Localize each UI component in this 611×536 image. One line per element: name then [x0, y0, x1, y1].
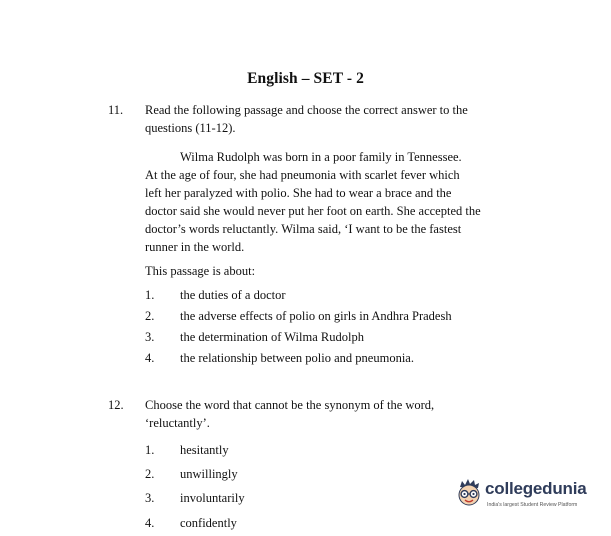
option-text: the adverse effects of polio on girls in Andhra Pradesh — [180, 309, 452, 323]
passage-line: At the age of four, she had pneumonia with scarlet fever which — [145, 168, 460, 182]
option-number: 3. — [145, 491, 155, 505]
passage-line: Wilma Rudolph was born in a poor family in Tennessee. — [180, 150, 462, 164]
option-text: confidently — [180, 516, 237, 530]
question-12-prompt-line: Choose the word that cannot be the synonym of the word, — [145, 398, 435, 412]
q11-option-2 — [145, 309, 452, 324]
collegedunia-logo — [454, 478, 604, 514]
question-11-number: 11. — [108, 103, 124, 117]
logo-brand-text: collegedunia — [485, 479, 587, 498]
passage-line: left her paralyzed with polio. She had to wear a brace and the — [145, 186, 452, 200]
q11-option-4 — [145, 351, 414, 366]
passage — [145, 148, 505, 256]
question-11-question: This passage is about: — [145, 264, 256, 278]
option-text: involuntarily — [180, 491, 245, 505]
passage-line: doctor said she would never put her foot on earth. She accepted the — [145, 204, 481, 218]
option-number: 2. — [145, 309, 155, 323]
option-text: the relationship between polio and pneumonia. — [180, 351, 414, 365]
q12-option-4 — [145, 516, 237, 531]
option-text: the determination of Wilma Rudolph — [180, 330, 364, 344]
logo-tagline: India's largest Student Review Platform — [487, 502, 578, 508]
question-12-prompt-line: ‘reluctantly’. — [145, 415, 210, 430]
option-number: 1. — [145, 288, 155, 302]
option-number: 1. — [145, 443, 155, 457]
option-text: unwillingly — [180, 467, 238, 481]
option-text: the duties of a doctor — [180, 288, 286, 302]
option-number: 3. — [145, 330, 155, 344]
option-number: 4. — [145, 516, 155, 530]
question-12-prompt — [145, 397, 505, 432]
q12-option-2 — [145, 467, 238, 482]
question-11-prompt — [145, 102, 505, 137]
question-11-prompt-line: questions (11-12). — [145, 120, 236, 135]
passage-line: runner in the world. — [145, 240, 245, 254]
q11-option-1 — [145, 288, 286, 303]
mascot-icon — [454, 478, 484, 510]
option-number: 4. — [145, 351, 155, 365]
q11-option-3 — [145, 330, 364, 345]
passage-line: doctor’s words reluctantly. Wilma said, ‘I want to be the fastest — [145, 222, 462, 236]
option-number: 2. — [145, 467, 155, 481]
question-11-prompt-line: Read the following passage and choose the correct answer to the — [145, 103, 468, 117]
option-text: hesitantly — [180, 443, 229, 457]
question-12-number: 12. — [108, 398, 124, 412]
q12-option-3 — [145, 491, 245, 506]
page-title: English – SET - 2 — [247, 70, 364, 87]
q12-option-1 — [145, 443, 229, 458]
